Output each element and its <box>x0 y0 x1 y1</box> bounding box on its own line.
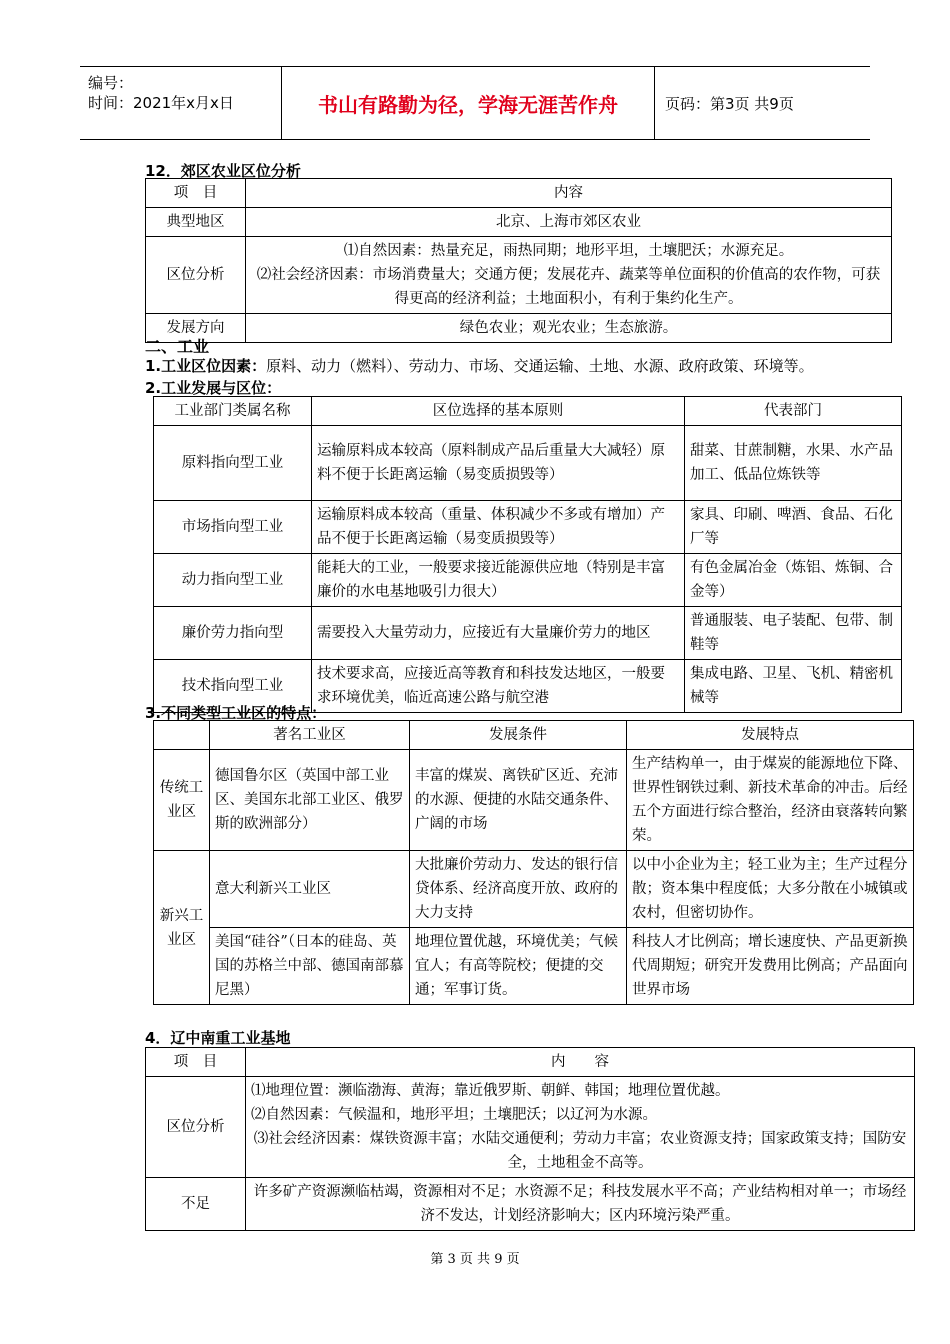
location-principle: 能耗大的工业，一般要求接近能源供应地（特别是丰富廉价的水电基地吸引力很大） <box>312 554 685 607</box>
representative-sectors: 集成电路、卫星、飞机、精密机械等 <box>685 660 902 713</box>
row-label: 区位分析 <box>146 1077 246 1178</box>
row-label: 区位分析 <box>146 237 246 314</box>
content-line: ⑴地理位置：濒临渤海、黄海；靠近俄罗斯、朝鲜、韩国；地理位置优越。 <box>251 1083 730 1099</box>
industrial-zones-table <box>153 720 914 1005</box>
section-4-title: 4．辽中南重工业基地 <box>145 1029 291 1047</box>
liaozhongnan-table <box>145 1047 915 1231</box>
table-header-cell: 代表部门 <box>685 397 902 426</box>
factors-text: 原料、动力（燃料）、劳动力、市场、交通运输、土地、水源、政府政策、环境等。 <box>266 357 814 375</box>
location-principle: 运输原料成本较高（原料制成产品后重量大大减轻）原料不便于长距离运输（易变质损毁等） <box>312 426 685 501</box>
location-principle: 技术要求高，应接近高等教育和科技发达地区，一般要求环境优美，临近高速公路与航空港 <box>312 660 685 713</box>
industry-type: 市场指向型工业 <box>154 501 312 554</box>
page-header <box>80 66 870 140</box>
content-line: ⑴自然因素：热量充足，雨热同期；地形平坦，土壤肥沃；水源充足。 <box>343 243 794 259</box>
table-header-cell: 项 目 <box>146 179 246 208</box>
row-label: 发展方向 <box>146 314 246 343</box>
table-header-cell: 项 目 <box>146 1048 246 1077</box>
section-12-title: 12．郊区农业区位分析 <box>145 162 301 180</box>
zone-type: 传统工业区 <box>154 750 210 851</box>
row-content: 绿色农业；观光农业；生态旅游。 <box>246 314 892 343</box>
table-header-cell: 发展特点 <box>627 721 914 750</box>
industry-heading: 二、工业 <box>145 337 210 356</box>
zone-conditions: 地理位置优越，环境优美；气候宜人；有高等院校；便捷的交通；军事订货。 <box>410 928 627 1005</box>
industry-factors <box>145 355 814 376</box>
table-header-cell: 工业部门类属名称 <box>154 397 312 426</box>
page-footer: 第 3 页 共 9 页 <box>430 1252 520 1267</box>
row-content <box>246 1077 915 1178</box>
table-header-cell: 内容 <box>246 179 892 208</box>
header-meta <box>80 67 282 139</box>
zone-type: 新兴工业区 <box>154 851 210 1005</box>
blank-header-cell <box>154 721 210 750</box>
table-header-cell: 内 容 <box>246 1048 915 1077</box>
representative-sectors: 普通服装、电子装配、包带、制鞋等 <box>685 607 902 660</box>
suburban-agriculture-table <box>145 178 892 343</box>
content-line: ⑶社会经济因素：煤铁资源丰富；水陆交通便利；劳动力丰富；农业资源支持；国家政策支持；国防安全，土地租金不高等。 <box>253 1131 907 1171</box>
header-motto: 书山有路勤为径，学海无涯苦作舟 <box>282 67 655 139</box>
row-content: 北京、上海市郊区农业 <box>246 208 892 237</box>
location-principle: 运输原料成本较高（重量、体积减少不多或有增加）产品不便于长距离运输（易变质损毁等） <box>312 501 685 554</box>
representative-sectors: 甜菜、甘蔗制糖，水果、水产品加工、低品位炼铁等 <box>685 426 902 501</box>
zone-area: 美国“硅谷”（日本的硅岛、英国的苏格兰中部、德国南部慕尼黑） <box>210 928 410 1005</box>
zone-area: 德国鲁尔区（英国中部工业区、美国东北部工业区、俄罗斯的欧洲部分） <box>210 750 410 851</box>
header-page-label: 页码：第3页 共9页 <box>665 94 794 113</box>
table-header-cell: 著名工业区 <box>210 721 410 750</box>
row-content <box>246 237 892 314</box>
industry-type: 动力指向型工业 <box>154 554 312 607</box>
representative-sectors: 有色金属冶金（炼铝、炼铜、合金等） <box>685 554 902 607</box>
content-line: ⑵社会经济因素：市场消费量大；交通方便；发展花卉、蔬菜等单位面积的价值高的农作物，可获得更高的经济利益；土地面积小，有利于集约化生产。 <box>256 267 881 307</box>
industry-location-table <box>153 396 902 713</box>
doc-date-label: 时间：2021年x月x日 <box>88 94 234 112</box>
factors-label: 1.工业区位因素： <box>145 357 267 375</box>
table-header-cell: 发展条件 <box>410 721 627 750</box>
zone-features: 生产结构单一，由于煤炭的能源地位下降、世界性钢铁过剩、新技术革命的冲击。后经五个方面进行综合整治，经济由衰落转向繁荣。 <box>627 750 914 851</box>
industry-type: 技术指向型工业 <box>154 660 312 713</box>
row-content: 许多矿产资源濒临枯竭，资源相对不足；水资源不足；科技发展水平不高；产业结构相对单一；市场经济不发达，计划经济影响大；区内环境污染严重。 <box>246 1178 915 1231</box>
representative-sectors: 家具、印刷、啤酒、食品、石化厂等 <box>685 501 902 554</box>
zone-features: 科技人才比例高；增长速度快、产品更新换代周期短；研究开发费用比例高；产品面向世界市场 <box>627 928 914 1005</box>
industry-type: 原料指向型工业 <box>154 426 312 501</box>
zone-features: 以中小企业为主；轻工业为主；生产过程分散；资本集中程度低；大多分散在小城镇或农村，但密切协作。 <box>627 851 914 928</box>
industry-location-title: 2.工业发展与区位： <box>145 379 282 397</box>
zone-area: 意大利新兴工业区 <box>210 851 410 928</box>
row-label: 不足 <box>146 1178 246 1231</box>
location-principle: 需要投入大量劳动力，应接近有大量廉价劳力的地区 <box>312 607 685 660</box>
table-header-cell: 区位选择的基本原则 <box>312 397 685 426</box>
content-line: ⑵自然因素：气候温和，地形平坦；土壤肥沃；以辽河为水源。 <box>251 1107 657 1123</box>
row-label: 典型地区 <box>146 208 246 237</box>
doc-number-label: 编号： <box>88 74 134 92</box>
zone-conditions: 丰富的煤炭、离铁矿区近、充沛的水源、便捷的水陆交通条件、广阔的市场 <box>410 750 627 851</box>
industry-type: 廉价劳力指向型 <box>154 607 312 660</box>
section-3-title: 3.不同类型工业区的特点： <box>145 704 327 722</box>
zone-conditions: 大批廉价劳动力、发达的银行信贷体系、经济高度开放、政府的大力支持 <box>410 851 627 928</box>
